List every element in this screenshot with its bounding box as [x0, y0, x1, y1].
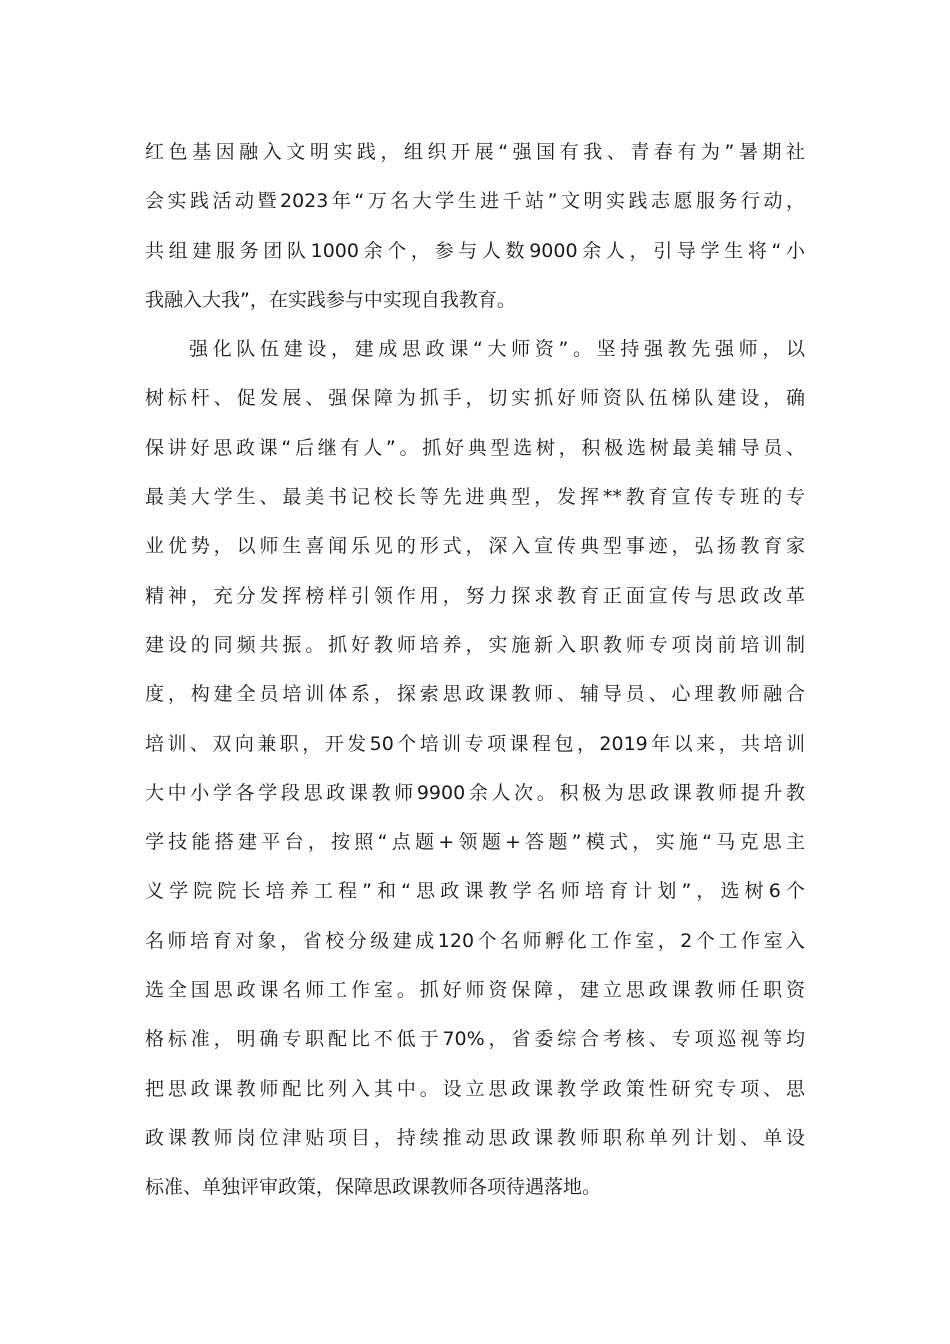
text-line: 格标准，明确专职配比不低于70%，省委综合考核、专项巡视等均 — [145, 1028, 805, 1051]
text-line: 红色基因融入文明实践，组织开展“强国有我、青春有为”暑期社 — [145, 141, 805, 163]
body-text — [145, 128, 805, 1213]
text-line: 选全国思政课名师工作室。抓好师资保障，建立思政课教师任职资 — [145, 979, 805, 1002]
text-line: 度，构建全员培训体系，探索思政课教师、辅导员、心理教师融合 — [145, 683, 805, 706]
text-line: 建设的同频共振。抓好教师培养，实施新入职教师专项岗前培训制 — [145, 633, 805, 656]
text-line: 义学院院长培养工程”和“思政课教学名师培育计划”，选树6个 — [145, 880, 805, 903]
text-line: 共组建服务团队1000余个，参与人数9000余人，引导学生将“小 — [145, 239, 805, 262]
text-line: 把思政课教师配比列入其中。设立思政课教学政策性研究专项、思 — [145, 1077, 805, 1100]
text-line: 会实践活动暨2023年“万名大学生进千站”文明实践志愿服务行动， — [145, 190, 805, 213]
paragraph-2 — [145, 325, 805, 1212]
text-line: 我融入大我”，在实践参与中实现自我教育。 — [145, 288, 516, 311]
text-line: 名师培育对象，省校分级建成120个名师孵化工作室，2个工作室入 — [145, 929, 805, 952]
text-line: 最美大学生、最美书记校长等先进典型，发挥**教育宣传专班的专 — [145, 486, 805, 509]
text-line: 学技能搭建平台，按照“点题+领题+答题”模式，实施“马克思主 — [145, 831, 805, 854]
text-line: 培训、双向兼职，开发50个培训专项课程包，2019年以来，共培训 — [145, 732, 805, 755]
text-line: 树标杆、促发展、强保障为抓手，切实抓好师资队伍梯队建设，确 — [145, 387, 805, 410]
paragraph-1 — [145, 128, 805, 325]
text-line: 保讲好思政课“后继有人”。抓好典型选树，积极选树最美辅导员、 — [145, 436, 805, 459]
text-line: 业优势，以师生喜闻乐见的形式，深入宣传典型事迹，弘扬教育家 — [145, 535, 805, 558]
text-line: 政课教师岗位津贴项目，持续推动思政课教师职称单列计划、单设 — [145, 1126, 805, 1149]
text-line: 大中小学各学段思政课教师9900余人次。积极为思政课教师提升教 — [145, 781, 805, 804]
text-line: 标准、单独评审政策，保障思政课教师各项待遇落地。 — [145, 1176, 602, 1199]
text-line: 强化队伍建设，建成思政课“大师资”。坚持强教先强师，以 — [189, 338, 805, 361]
text-line: 精神，充分发挥榜样引领作用，努力探求教育正面宣传与思政改革 — [145, 584, 805, 607]
